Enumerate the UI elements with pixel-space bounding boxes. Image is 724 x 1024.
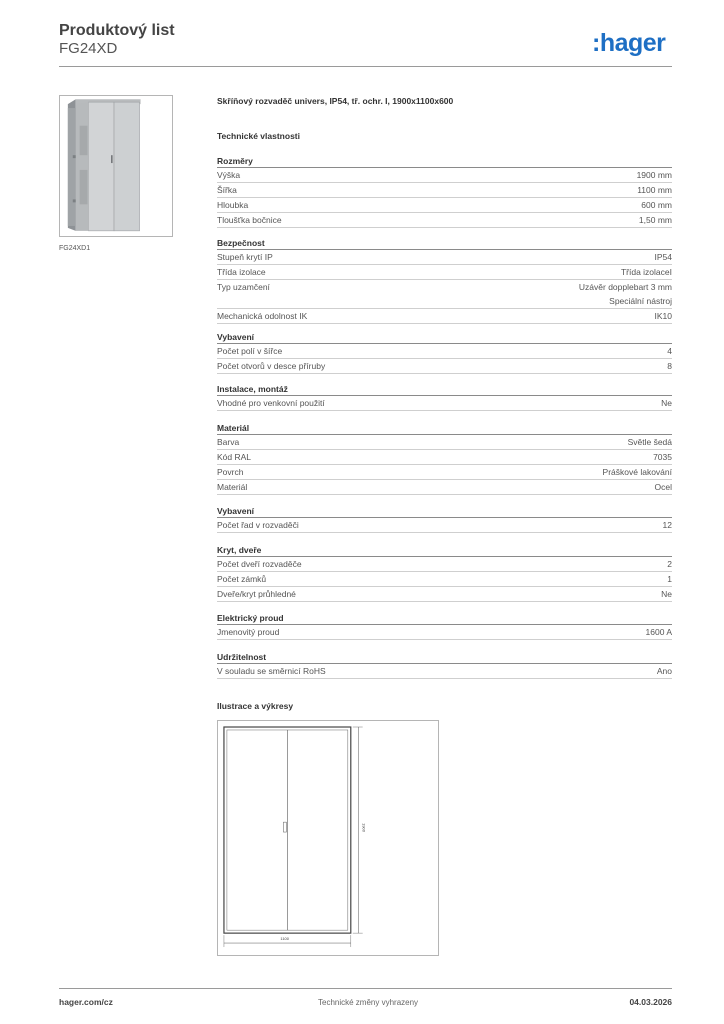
section-title: Rozměry (217, 155, 672, 168)
footer-website: hager.com/cz (59, 997, 113, 1007)
row-value: IK10 (654, 311, 672, 321)
product-code: FG24XD (59, 40, 118, 57)
table-row (217, 625, 672, 640)
row-value: Speciální nástroj (609, 296, 672, 306)
row-value: Ne (661, 398, 672, 408)
section-safety (217, 237, 672, 324)
row-value: 1900 mm (636, 170, 672, 180)
product-photo (59, 95, 173, 237)
table-row (217, 309, 672, 324)
section-dimensions (217, 155, 672, 228)
hager-logo (592, 28, 676, 58)
table-row (217, 557, 672, 572)
row-label: Barva (217, 437, 240, 447)
row-label: Povrch (217, 467, 244, 477)
row-label: Typ uzamčení (217, 282, 270, 292)
illustrations-heading: Ilustrace a výkresy (217, 701, 294, 711)
page-title: Produktový list (59, 22, 175, 39)
row-value: 1,50 mm (638, 215, 672, 225)
row-label: Jmenovitý proud (217, 627, 280, 637)
row-label: Hloubka (217, 200, 249, 210)
section-title: Bezpečnost (217, 237, 672, 250)
row-value: 7035 (653, 452, 672, 462)
row-label: Dveře/kryt průhledné (217, 589, 296, 599)
row-value: Světle šedá (627, 437, 672, 447)
row-value: 1100 mm (637, 185, 672, 195)
row-value: Ne (661, 589, 672, 599)
width-dimension-label: 1100 (280, 936, 289, 942)
section-title: Udržitelnost (217, 651, 672, 664)
row-label: V souladu se směrnicí RoHS (217, 666, 326, 676)
row-label: Vhodné pro venkovní použití (217, 398, 325, 408)
table-row (217, 168, 672, 183)
row-value: 4 (667, 346, 672, 356)
row-value: 1 (667, 574, 672, 584)
header-divider (59, 66, 672, 67)
row-value: Práškové lakování (602, 467, 672, 477)
table-row (217, 450, 672, 465)
section-material (217, 422, 672, 495)
section-installation (217, 383, 672, 411)
table-row (217, 344, 672, 359)
row-label: Výška (217, 170, 241, 180)
row-value: IP54 (654, 252, 672, 262)
row-label: Šířka (217, 185, 237, 195)
row-value: Uzávěr dopplebart 3 mm (578, 282, 672, 292)
table-row (217, 280, 672, 309)
row-label: Počet řad v rozvaděči (217, 520, 299, 530)
row-label: Tloušťka bočnice (217, 215, 282, 225)
section-cover-doors (217, 544, 672, 602)
row-label: Kód RAL (217, 452, 252, 462)
product-description: Skříňový rozvaděč univers, IP54, tř. ochr. I, 1900x1100x600 (217, 96, 454, 106)
row-value: Ocel (654, 482, 672, 492)
row-value: Třída izolaceI (620, 267, 672, 277)
row-value: 12 (662, 520, 672, 530)
section-title: Vybavení (217, 331, 672, 344)
section-title: Instalace, montáž (217, 383, 672, 396)
logo-text: :hager (592, 29, 666, 57)
section-title: Kryt, dveře (217, 544, 672, 557)
section-title: Vybavení (217, 505, 672, 518)
section-equipment (217, 331, 672, 374)
section-equipment-rows (217, 505, 672, 533)
row-value: 600 mm (641, 200, 672, 210)
section-title: Elektrický proud (217, 612, 672, 625)
table-row (217, 183, 672, 198)
technical-properties-heading: Technické vlastnosti (217, 131, 300, 141)
row-value: Ano (656, 666, 672, 676)
footer-divider (59, 988, 672, 989)
row-label: Počet dveří rozvaděče (217, 559, 302, 569)
table-row (217, 265, 672, 280)
section-sustainability (217, 651, 672, 679)
footer-date: 04.03.2026 (629, 997, 672, 1007)
photo-caption: FG24XD1 (59, 245, 91, 252)
table-row (217, 435, 672, 450)
table-row (217, 465, 672, 480)
row-label: Počet otvorů v desce příruby (217, 361, 326, 371)
row-label: Mechanická odolnost IK (217, 311, 308, 321)
row-label: Počet polí v šířce (217, 346, 283, 356)
row-value: 8 (667, 361, 672, 371)
table-row (217, 213, 672, 228)
row-label: Třída izolace (217, 267, 266, 277)
table-row (217, 664, 672, 679)
table-row (217, 198, 672, 213)
table-row (217, 572, 672, 587)
table-row (217, 359, 672, 374)
section-electric-current (217, 612, 672, 640)
table-row (217, 518, 672, 533)
row-value: 1600 A (645, 627, 672, 637)
table-row (217, 587, 672, 602)
table-row (217, 396, 672, 411)
table-row (217, 480, 672, 495)
row-label: Materiál (217, 482, 248, 492)
row-label: Stupeň krytí IP (217, 252, 273, 262)
row-value: 2 (667, 559, 672, 569)
section-title: Materiál (217, 422, 672, 435)
row-label: Počet zámků (217, 574, 267, 584)
footer-note: Technické změny vyhrazeny (318, 998, 419, 1007)
technical-drawing (217, 720, 439, 956)
table-row (217, 250, 672, 265)
height-dimension-label: 1900 (361, 823, 367, 832)
